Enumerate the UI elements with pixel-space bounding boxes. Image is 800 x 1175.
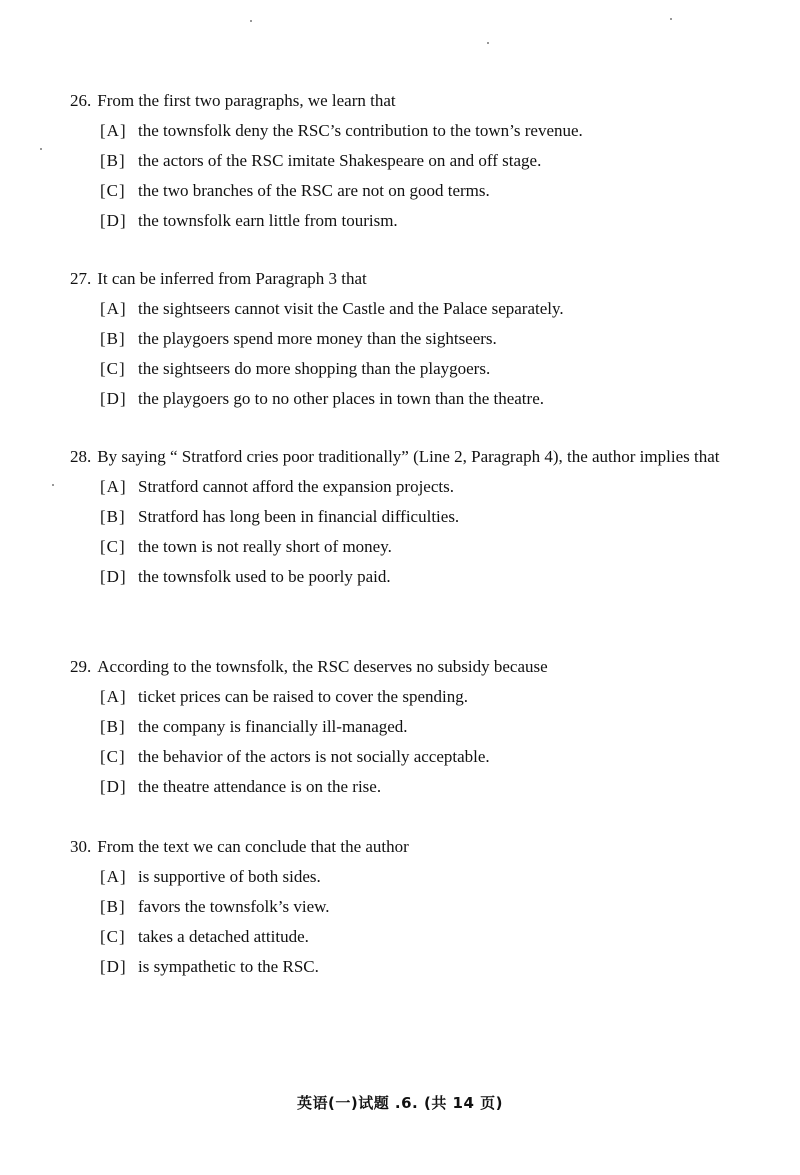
option-text: the company is financially ill-managed. bbox=[138, 717, 408, 736]
scan-speck bbox=[487, 42, 489, 44]
option-letter: [A] bbox=[100, 121, 127, 140]
question-stem bbox=[70, 832, 730, 862]
option-d bbox=[100, 562, 730, 592]
option-text: favors the townsfolk’s view. bbox=[138, 897, 330, 916]
question-27 bbox=[70, 264, 730, 414]
option-b bbox=[100, 712, 730, 742]
question-30 bbox=[70, 832, 730, 982]
option-text: the two branches of the RSC are not on good terms. bbox=[138, 181, 490, 200]
option-text: the townsfolk earn little from tourism. bbox=[138, 211, 398, 230]
scan-speck bbox=[670, 18, 672, 20]
option-d bbox=[100, 952, 730, 982]
option-a bbox=[100, 862, 730, 892]
option-text: the town is not really short of money. bbox=[138, 537, 392, 556]
option-letter: [B] bbox=[100, 329, 126, 348]
option-text: the sightseers do more shopping than the playgoers. bbox=[138, 359, 491, 378]
option-letter: [B] bbox=[100, 897, 126, 916]
option-letter: [A] bbox=[100, 687, 127, 706]
option-text: Stratford cannot afford the expansion projects. bbox=[138, 477, 454, 496]
question-29 bbox=[70, 652, 730, 802]
option-text: is sympathetic to the RSC. bbox=[138, 957, 319, 976]
option-a bbox=[100, 472, 730, 502]
page-footer: 英语(一)试题 .6. (共 14 页) bbox=[296, 1094, 504, 1112]
option-c bbox=[100, 176, 730, 206]
option-d bbox=[100, 206, 730, 236]
question-number: 29. bbox=[70, 657, 92, 676]
question-number: 30. bbox=[70, 837, 92, 856]
scan-speck bbox=[250, 20, 252, 22]
option-text: the townsfolk deny the RSC’s contribution to the town’s revenue. bbox=[138, 121, 583, 140]
question-stem bbox=[70, 652, 730, 682]
option-d bbox=[100, 772, 730, 802]
option-letter: [A] bbox=[100, 477, 127, 496]
option-text: is supportive of both sides. bbox=[138, 867, 321, 886]
question-stem bbox=[70, 86, 730, 116]
option-text: the theatre attendance is on the rise. bbox=[138, 777, 382, 796]
question-text: From the text we can conclude that the author bbox=[97, 837, 409, 856]
option-text: the townsfolk used to be poorly paid. bbox=[138, 567, 391, 586]
option-letter: [D] bbox=[100, 957, 127, 976]
option-a bbox=[100, 116, 730, 146]
question-stem bbox=[70, 264, 730, 294]
option-b bbox=[100, 146, 730, 176]
option-a bbox=[100, 294, 730, 324]
option-letter: [A] bbox=[100, 299, 127, 318]
question-text: By saying “ Stratford cries poor traditionally” (Line 2, Paragraph 4), the author implies that bbox=[97, 447, 720, 466]
option-text: the behavior of the actors is not socially acceptable. bbox=[138, 747, 490, 766]
option-letter: [C] bbox=[100, 537, 126, 556]
option-text: the playgoers spend more money than the sightseers. bbox=[138, 329, 497, 348]
option-c bbox=[100, 922, 730, 952]
option-letter: [D] bbox=[100, 211, 127, 230]
question-stem bbox=[70, 442, 730, 472]
option-text: Stratford has long been in financial difficulties. bbox=[138, 507, 460, 526]
option-text: the playgoers go to no other places in town than the theatre. bbox=[138, 389, 544, 408]
option-letter: [B] bbox=[100, 151, 126, 170]
option-letter: [C] bbox=[100, 359, 126, 378]
option-letter: [B] bbox=[100, 717, 126, 736]
option-text: the sightseers cannot visit the Castle and the Palace separately. bbox=[138, 299, 564, 318]
scan-speck bbox=[40, 148, 42, 150]
option-text: the actors of the RSC imitate Shakespeare on and off stage. bbox=[138, 151, 542, 170]
option-letter: [B] bbox=[100, 507, 126, 526]
option-letter: [C] bbox=[100, 927, 126, 946]
option-text: takes a detached attitude. bbox=[138, 927, 309, 946]
option-a bbox=[100, 682, 730, 712]
option-c bbox=[100, 532, 730, 562]
option-d bbox=[100, 384, 730, 414]
question-28 bbox=[70, 442, 730, 592]
option-b bbox=[100, 892, 730, 922]
option-letter: [C] bbox=[100, 181, 126, 200]
question-text: From the first two paragraphs, we learn that bbox=[97, 91, 396, 110]
option-b bbox=[100, 324, 730, 354]
option-letter: [D] bbox=[100, 567, 127, 586]
option-text: ticket prices can be raised to cover the spending. bbox=[138, 687, 468, 706]
option-letter: [D] bbox=[100, 777, 127, 796]
question-number: 28. bbox=[70, 447, 92, 466]
question-text: According to the townsfolk, the RSC deserves no subsidy because bbox=[97, 657, 548, 676]
scan-speck bbox=[52, 484, 54, 486]
option-letter: [C] bbox=[100, 747, 126, 766]
question-text: It can be inferred from Paragraph 3 that bbox=[97, 269, 367, 288]
question-number: 27. bbox=[70, 269, 92, 288]
option-b bbox=[100, 502, 730, 532]
question-number: 26. bbox=[70, 91, 92, 110]
option-letter: [A] bbox=[100, 867, 127, 886]
option-c bbox=[100, 742, 730, 772]
option-letter: [D] bbox=[100, 389, 127, 408]
question-26 bbox=[70, 86, 730, 236]
option-c bbox=[100, 354, 730, 384]
